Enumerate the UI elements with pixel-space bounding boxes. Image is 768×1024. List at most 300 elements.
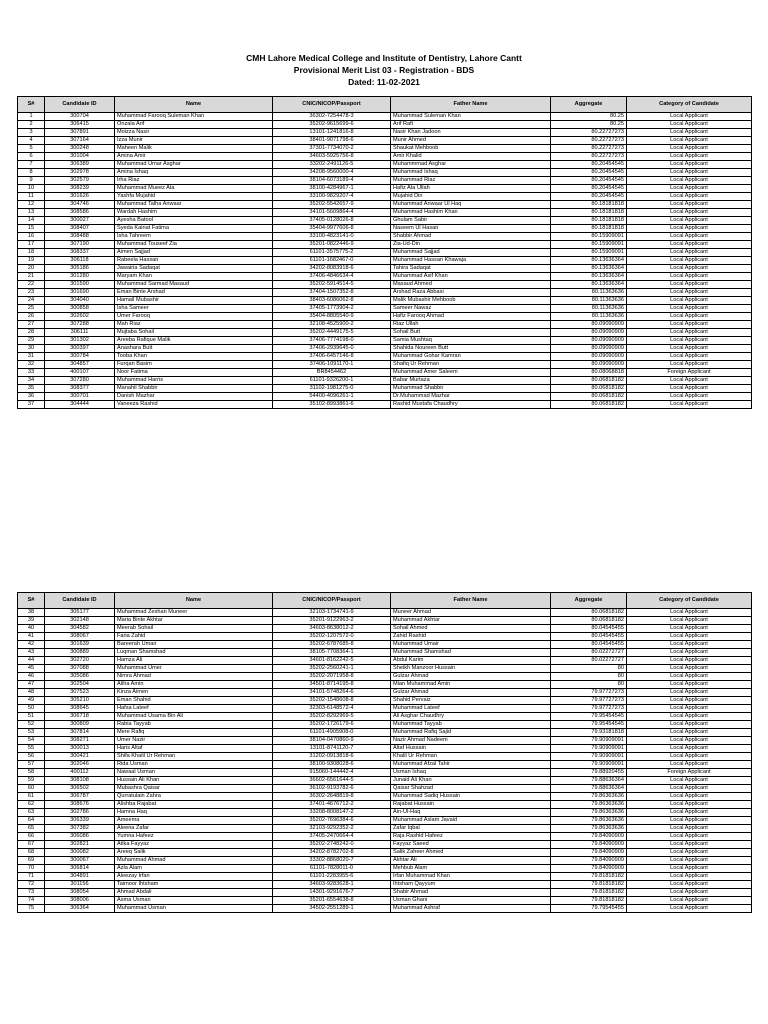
cell-name: Aleezay Irfan [115, 873, 273, 881]
cell-aggregate: 79.84090909 [551, 833, 627, 841]
cell-name: Hamail Mubashir [115, 297, 273, 305]
cell-cnic: 34603-5925756-8 [273, 153, 391, 161]
cell-father-name: Qaisar Shahzad [391, 785, 551, 793]
cell-category: Local Applicant [627, 193, 752, 201]
cell-sno: 48 [18, 689, 45, 697]
cell-name: Muhammad Ahmad [115, 857, 273, 865]
cell-candidate-id: 308676 [45, 801, 115, 809]
cell-candidate-id: 306389 [45, 161, 115, 169]
cell-candidate-id: 305210 [45, 697, 115, 705]
col-header-aggregate: Aggregate [551, 593, 627, 609]
table-row [18, 705, 752, 713]
cell-father-name: Muhammad Rafiq Sajid [391, 729, 551, 737]
cell-name: Mah Riaz [115, 321, 273, 329]
cell-father-name: Fayyaz Saeed [391, 841, 551, 849]
cell-category: Local Applicant [627, 697, 752, 705]
cell-sno: 27 [18, 321, 45, 329]
cell-aggregate: 80.15909091 [551, 249, 627, 257]
cell-cnic: 35202-2560241-1 [273, 665, 391, 673]
table-row [18, 617, 752, 625]
col-header-cnic: CNIC/NICOP/Passport [273, 593, 391, 609]
cell-cnic: 35404-9977606-8 [273, 225, 391, 233]
cell-candidate-id: 301626 [45, 193, 115, 201]
cell-father-name: Junaid Ali Khan [391, 777, 551, 785]
cell-name: Taimoor Ihtsham [115, 881, 273, 889]
cell-sno: 8 [18, 169, 45, 177]
cell-father-name: Sameer Nawaz [391, 305, 551, 313]
cell-sno: 17 [18, 241, 45, 249]
cell-sno: 29 [18, 337, 45, 345]
cell-category: Local Applicant [627, 641, 752, 649]
cell-name: Umer Farooq [115, 313, 273, 321]
cell-father-name: Muhammad Lateef [391, 705, 551, 713]
cell-name: Muhammad Usman [115, 905, 273, 913]
cell-cnic: 13101-1241816-8 [273, 129, 391, 137]
cell-cnic: 61101-9326200-1 [273, 377, 391, 385]
cell-sno: 72 [18, 881, 45, 889]
cell-sno: 38 [18, 609, 45, 617]
cell-sno: 75 [18, 905, 45, 913]
cell-sno: 24 [18, 297, 45, 305]
cell-aggregate: 79.81818182 [551, 889, 627, 897]
table-row [18, 281, 752, 289]
cell-father-name: Arshad Raza Abbasi [391, 289, 551, 297]
cell-aggregate: 80.11363636 [551, 297, 627, 305]
cell-cnic: 38401-9071798-6 [273, 137, 391, 145]
cell-candidate-id: 304040 [45, 297, 115, 305]
cell-candidate-id: 308377 [45, 385, 115, 393]
cell-name: Nawaal Usman [115, 769, 273, 777]
cell-candidate-id: 306364 [45, 905, 115, 913]
cell-cnic: 36302-2648819-8 [273, 793, 391, 801]
cell-category: Local Applicant [627, 233, 752, 241]
cell-father-name: Shahid Pervaiz [391, 697, 551, 705]
cell-father-name: Usman Ishaq [391, 769, 551, 777]
cell-aggregate: 80.25 [551, 121, 627, 129]
cell-aggregate: 79.97727273 [551, 697, 627, 705]
cell-cnic: 61101-2283955-6 [273, 873, 391, 881]
cell-father-name: Masaud Ahmed [391, 281, 551, 289]
cell-sno: 35 [18, 385, 45, 393]
cell-name: Mubashra Qaisar [115, 785, 273, 793]
cell-sno: 31 [18, 353, 45, 361]
cell-cnic: 37401-4676712-2 [273, 801, 391, 809]
cell-category: Local Applicant [627, 825, 752, 833]
cell-category: Local Applicant [627, 161, 752, 169]
cell-father-name: Muhammad Ashraf [391, 905, 551, 913]
cell-name: Amina Amir [115, 153, 273, 161]
cell-father-name: Shabbir Ahmad [391, 233, 551, 241]
cell-sno: 42 [18, 641, 45, 649]
cell-category: Local Applicant [627, 777, 752, 785]
cell-candidate-id: 300784 [45, 353, 115, 361]
cell-aggregate: 79.88636364 [551, 785, 627, 793]
cell-candidate-id: 301280 [45, 273, 115, 281]
cell-category: Local Applicant [627, 713, 752, 721]
cell-name: Moizza Nasir [115, 129, 273, 137]
cell-candidate-id: 306118 [45, 257, 115, 265]
cell-aggregate: 80.09090909 [551, 337, 627, 345]
merit-table-2-body [18, 609, 752, 913]
cell-cnic: 36602-6561644-5 [273, 777, 391, 785]
cell-aggregate: 79.95454545 [551, 713, 627, 721]
cell-father-name: Muhammad Aslam Javaid [391, 817, 551, 825]
col-header-candidate-id: Candidate ID [45, 593, 115, 609]
table-row [18, 865, 752, 873]
cell-candidate-id: 301302 [45, 337, 115, 345]
cell-category: Local Applicant [627, 857, 752, 865]
table-header-row [18, 97, 752, 113]
cell-sno: 55 [18, 745, 45, 753]
cell-category: Local Applicant [627, 257, 752, 265]
col-header-category: Category of Candidate [627, 97, 752, 113]
cell-cnic: BR8454462 [273, 369, 391, 377]
cell-father-name: Mehbub Alam [391, 865, 551, 873]
cell-category: Local Applicant [627, 817, 752, 825]
cell-aggregate: 80.11363636 [551, 289, 627, 297]
cell-aggregate: 80.06818182 [551, 401, 627, 409]
cell-candidate-id: 306787 [45, 793, 115, 801]
cell-sno: 46 [18, 673, 45, 681]
cell-father-name: Irfan Muhammad Khan [391, 873, 551, 881]
cell-aggregate: 80.18181818 [551, 201, 627, 209]
cell-aggregate: 79.88636364 [551, 777, 627, 785]
cell-category: Local Applicant [627, 761, 752, 769]
cell-cnic: 31102-1981275-0 [273, 385, 391, 393]
cell-sno: 60 [18, 785, 45, 793]
cell-cnic: 61101-1682467-0 [273, 257, 391, 265]
cell-category: Local Applicant [627, 665, 752, 673]
cell-cnic: 36102-9193782-6 [273, 785, 391, 793]
cell-cnic: 37406-7774198-0 [273, 337, 391, 345]
table-row [18, 633, 752, 641]
table-row [18, 193, 752, 201]
cell-father-name: Tahira Sadaqat [391, 265, 551, 273]
cell-category: Foreign Applicant [627, 769, 752, 777]
cell-name: Meerab Sohail [115, 625, 273, 633]
cell-category: Local Applicant [627, 745, 752, 753]
cell-candidate-id: 308645 [45, 705, 115, 713]
cell-category: Local Applicant [627, 345, 752, 353]
cell-name: Wardah Hashim [115, 209, 273, 217]
cell-category: Local Applicant [627, 185, 752, 193]
cell-aggregate: 80.13636364 [551, 265, 627, 273]
cell-candidate-id: 307190 [45, 241, 115, 249]
cell-aggregate: 79.93181818 [551, 729, 627, 737]
cell-candidate-id: 306814 [45, 865, 115, 873]
table-row [18, 833, 752, 841]
cell-cnic: 35202-6787685-8 [273, 641, 391, 649]
cell-cnic: 35201-6554638-8 [273, 897, 391, 905]
table-row [18, 129, 752, 137]
cell-sno: 9 [18, 177, 45, 185]
cell-father-name: Muhammad Tayyab [391, 721, 551, 729]
cell-aggregate: 80.13636364 [551, 257, 627, 265]
cell-name: Muhammad Zeshan Muneer [115, 609, 273, 617]
cell-sno: 11 [18, 193, 45, 201]
cell-name: Yashfa Mujahid [115, 193, 273, 201]
cell-sno: 70 [18, 865, 45, 873]
cell-candidate-id: 302821 [45, 841, 115, 849]
cell-name: Aleena Zafar [115, 825, 273, 833]
cell-sno: 67 [18, 841, 45, 849]
cell-cnic: 38104-6073189-4 [273, 177, 391, 185]
cell-aggregate: 79.86363636 [551, 825, 627, 833]
cell-name: Manahil Shabbir [115, 385, 273, 393]
cell-sno: 21 [18, 273, 45, 281]
cell-sno: 4 [18, 137, 45, 145]
cell-category: Local Applicant [627, 201, 752, 209]
cell-aggregate: 80.09090909 [551, 353, 627, 361]
merit-table-1-body [18, 113, 752, 409]
cell-aggregate: 79.86363636 [551, 801, 627, 809]
cell-father-name: Muhammad Riaz [391, 177, 551, 185]
cell-father-name: Naseem Ul Hasan [391, 225, 551, 233]
cell-father-name: Ghulam Sabir [391, 217, 551, 225]
cell-father-name: Nasir Khan Jadoon [391, 129, 551, 137]
cell-category: Local Applicant [627, 121, 752, 129]
cell-candidate-id: 300248 [45, 145, 115, 153]
cell-candidate-id: 300013 [45, 745, 115, 753]
cell-aggregate: 79.86363636 [551, 793, 627, 801]
table-row [18, 305, 752, 313]
cell-sno: 54 [18, 737, 45, 745]
cell-sno: 19 [18, 257, 45, 265]
cell-aggregate: 79.86363636 [551, 809, 627, 817]
cell-father-name: Rashid Mustafa Chaudhry [391, 401, 551, 409]
cell-category: Local Applicant [627, 129, 752, 137]
cell-candidate-id: 300858 [45, 305, 115, 313]
table-row [18, 857, 752, 865]
cell-cnic: 33100-9829207-4 [273, 193, 391, 201]
table-row [18, 145, 752, 153]
table-row [18, 769, 752, 777]
table-row [18, 665, 752, 673]
cell-cnic: 33302-8868020-7 [273, 857, 391, 865]
cell-sno: 62 [18, 801, 45, 809]
cell-father-name: Ali Asghar Chaudhry [391, 713, 551, 721]
col-header-name: Name [115, 593, 273, 609]
table-row [18, 737, 752, 745]
list-title: Provisional Merit List 03 - Registration - BDS [293, 65, 475, 75]
cell-category: Local Applicant [627, 137, 752, 145]
cell-category: Local Applicant [627, 313, 752, 321]
cell-cnic: 37404-1507352-8 [273, 289, 391, 297]
cell-category: Local Applicant [627, 305, 752, 313]
cell-aggregate: 79.97727273 [551, 689, 627, 697]
table-row [18, 753, 752, 761]
cell-name: Yumna Hafeez [115, 833, 273, 841]
cell-aggregate: 79.86363636 [551, 817, 627, 825]
cell-name: Hamna Haq [115, 809, 273, 817]
cell-cnic: 32108-4525900-2 [273, 321, 391, 329]
table-row [18, 161, 752, 169]
cell-candidate-id: 306339 [45, 817, 115, 825]
cell-name: Eman Binte Arshad [115, 289, 273, 297]
table-row [18, 361, 752, 369]
cell-aggregate: 79.90909091 [551, 753, 627, 761]
cell-cnic: 13101-8741120-7 [273, 745, 391, 753]
cell-name: Areeq Salik [115, 849, 273, 857]
cell-father-name: Zia-Ud-Din [391, 241, 551, 249]
merit-table-1 [17, 96, 752, 409]
cell-sno: 1 [18, 113, 45, 121]
table-row [18, 209, 752, 217]
cell-cnic: 38105-7708364-1 [273, 649, 391, 657]
cell-sno: 2 [18, 121, 45, 129]
table-row [18, 297, 752, 305]
cell-aggregate: 80.13636364 [551, 281, 627, 289]
cell-sno: 40 [18, 625, 45, 633]
col-header-father-name: Father Name [391, 593, 551, 609]
table-row [18, 337, 752, 345]
col-header-father-name: Father Name [391, 97, 551, 113]
cell-candidate-id: 305177 [45, 609, 115, 617]
table-row [18, 265, 752, 273]
cell-name: Syeda Kainat Fatima [115, 225, 273, 233]
table-row [18, 321, 752, 329]
cell-father-name: Shahida Noureen Butt [391, 345, 551, 353]
cell-name: Azla Alam [115, 865, 273, 873]
cell-cnic: 37405-1773904-2 [273, 305, 391, 313]
table-row [18, 809, 752, 817]
cell-aggregate: 80.02272727 [551, 649, 627, 657]
cell-father-name: Muhammad Amer Saleem [391, 369, 551, 377]
cell-father-name: Ain-Ul-Haq [391, 809, 551, 817]
cell-candidate-id: 307891 [45, 129, 115, 137]
cell-candidate-id: 306718 [45, 713, 115, 721]
cell-aggregate: 79.84090909 [551, 849, 627, 857]
cell-cnic: 32103-1734741-9 [273, 609, 391, 617]
cell-candidate-id: 308239 [45, 185, 115, 193]
cell-sno: 5 [18, 145, 45, 153]
table-row [18, 257, 752, 265]
cell-cnic: 34601-8162242-5 [273, 657, 391, 665]
cell-name: Vaneeza Rashid [115, 401, 273, 409]
cell-sno: 59 [18, 777, 45, 785]
cell-father-name: Muhammad Ishaq [391, 169, 551, 177]
cell-aggregate: 80.20454545 [551, 193, 627, 201]
cell-cnic: 37406-1091170-1 [273, 361, 391, 369]
cell-candidate-id: 302978 [45, 169, 115, 177]
table-row [18, 393, 752, 401]
cell-father-name: Mian Muhammad Amin [391, 681, 551, 689]
cell-category: Local Applicant [627, 113, 752, 121]
cell-name: Ayesha Batool [115, 217, 273, 225]
table-row [18, 177, 752, 185]
cell-cnic: 34603-9283628-1 [273, 881, 391, 889]
cell-cnic: 34501-8714195-8 [273, 681, 391, 689]
cell-sno: 50 [18, 705, 45, 713]
cell-father-name: Samia Mushtaq [391, 337, 551, 345]
cell-candidate-id: 305186 [45, 265, 115, 273]
cell-name: Irha Riaz [115, 177, 273, 185]
cell-cnic: 61101-3575775-2 [273, 249, 391, 257]
cell-aggregate: 80.22727273 [551, 137, 627, 145]
cell-sno: 34 [18, 377, 45, 385]
cell-candidate-id: 302046 [45, 761, 115, 769]
cell-candidate-id: 308407 [45, 225, 115, 233]
cell-father-name: Muhammad Sajjad [391, 249, 551, 257]
cell-candidate-id: 302504 [45, 681, 115, 689]
cell-name: Muhammad Mueez Ata [115, 185, 273, 193]
cell-candidate-id: 307523 [45, 689, 115, 697]
cell-father-name: Sohail Butt [391, 329, 551, 337]
table-row [18, 249, 752, 257]
cell-name: Kinza Aimen [115, 689, 273, 697]
table-row [18, 121, 752, 129]
cell-sno: 58 [18, 769, 45, 777]
cell-cnic: 34101-5748264-6 [273, 689, 391, 697]
cell-cnic: 37405-2470664-4 [273, 833, 391, 841]
cell-candidate-id: 300067 [45, 857, 115, 865]
cell-father-name: Muhammad Hassan Khawaja [391, 257, 551, 265]
cell-sno: 7 [18, 161, 45, 169]
cell-cnic: 37406-6457146-8 [273, 353, 391, 361]
cell-father-name: Muhammad Afzal Tahir [391, 761, 551, 769]
cell-cnic: 35404-8805540-9 [273, 313, 391, 321]
cell-cnic: 32103-9292352-2 [273, 825, 391, 833]
cell-name: Muhammad Umer [115, 665, 273, 673]
cell-father-name: Muhammad Shabbir [391, 385, 551, 393]
table-row [18, 673, 752, 681]
cell-cnic: 38403-6086062-8 [273, 297, 391, 305]
cell-sno: 36 [18, 393, 45, 401]
table-row [18, 153, 752, 161]
cell-category: Local Applicant [627, 905, 752, 913]
cell-category: Local Applicant [627, 785, 752, 793]
cell-father-name: Ihtsham Qayyum [391, 881, 551, 889]
col-header-category: Category of Candidate [627, 593, 752, 609]
cell-aggregate: 79.84090909 [551, 841, 627, 849]
cell-sno: 32 [18, 361, 45, 369]
cell-candidate-id: 300701 [45, 393, 115, 401]
cell-category: Local Applicant [627, 337, 752, 345]
cell-category: Local Applicant [627, 633, 752, 641]
cell-aggregate: 80.15909091 [551, 233, 627, 241]
table-row [18, 289, 752, 297]
cell-name: Mere Rafiq [115, 729, 273, 737]
cell-name: Noor Fatima [115, 369, 273, 377]
cell-father-name: Riaz Ullah [391, 321, 551, 329]
cell-sno: 51 [18, 713, 45, 721]
cell-candidate-id: 304444 [45, 401, 115, 409]
table-row [18, 625, 752, 633]
table-header-row [18, 593, 752, 609]
cell-candidate-id: 400112 [45, 769, 115, 777]
cell-father-name: Muhammad Umair [391, 641, 551, 649]
cell-sno: 10 [18, 185, 45, 193]
cell-candidate-id: 305086 [45, 673, 115, 681]
cell-cnic: 34202-8782702-8 [273, 849, 391, 857]
cell-name: Alishba Rajabat [115, 801, 273, 809]
cell-sno: 25 [18, 305, 45, 313]
cell-name: Haris Altaf [115, 745, 273, 753]
cell-category: Local Applicant [627, 249, 752, 257]
cell-sno: 71 [18, 873, 45, 881]
cell-cnic: 38100-9308028-6 [273, 761, 391, 769]
cell-category: Local Applicant [627, 625, 752, 633]
cell-candidate-id: 300889 [45, 649, 115, 657]
table-row [18, 385, 752, 393]
cell-aggregate: 79.81818182 [551, 897, 627, 905]
cell-cnic: 34101-5609864-4 [273, 209, 391, 217]
cell-cnic: 35202-5542657-9 [273, 201, 391, 209]
cell-sno: 26 [18, 313, 45, 321]
cell-cnic: 33208-8008147-2 [273, 809, 391, 817]
cell-candidate-id: 301590 [45, 281, 115, 289]
cell-cnic: 35202-1207572-0 [273, 633, 391, 641]
